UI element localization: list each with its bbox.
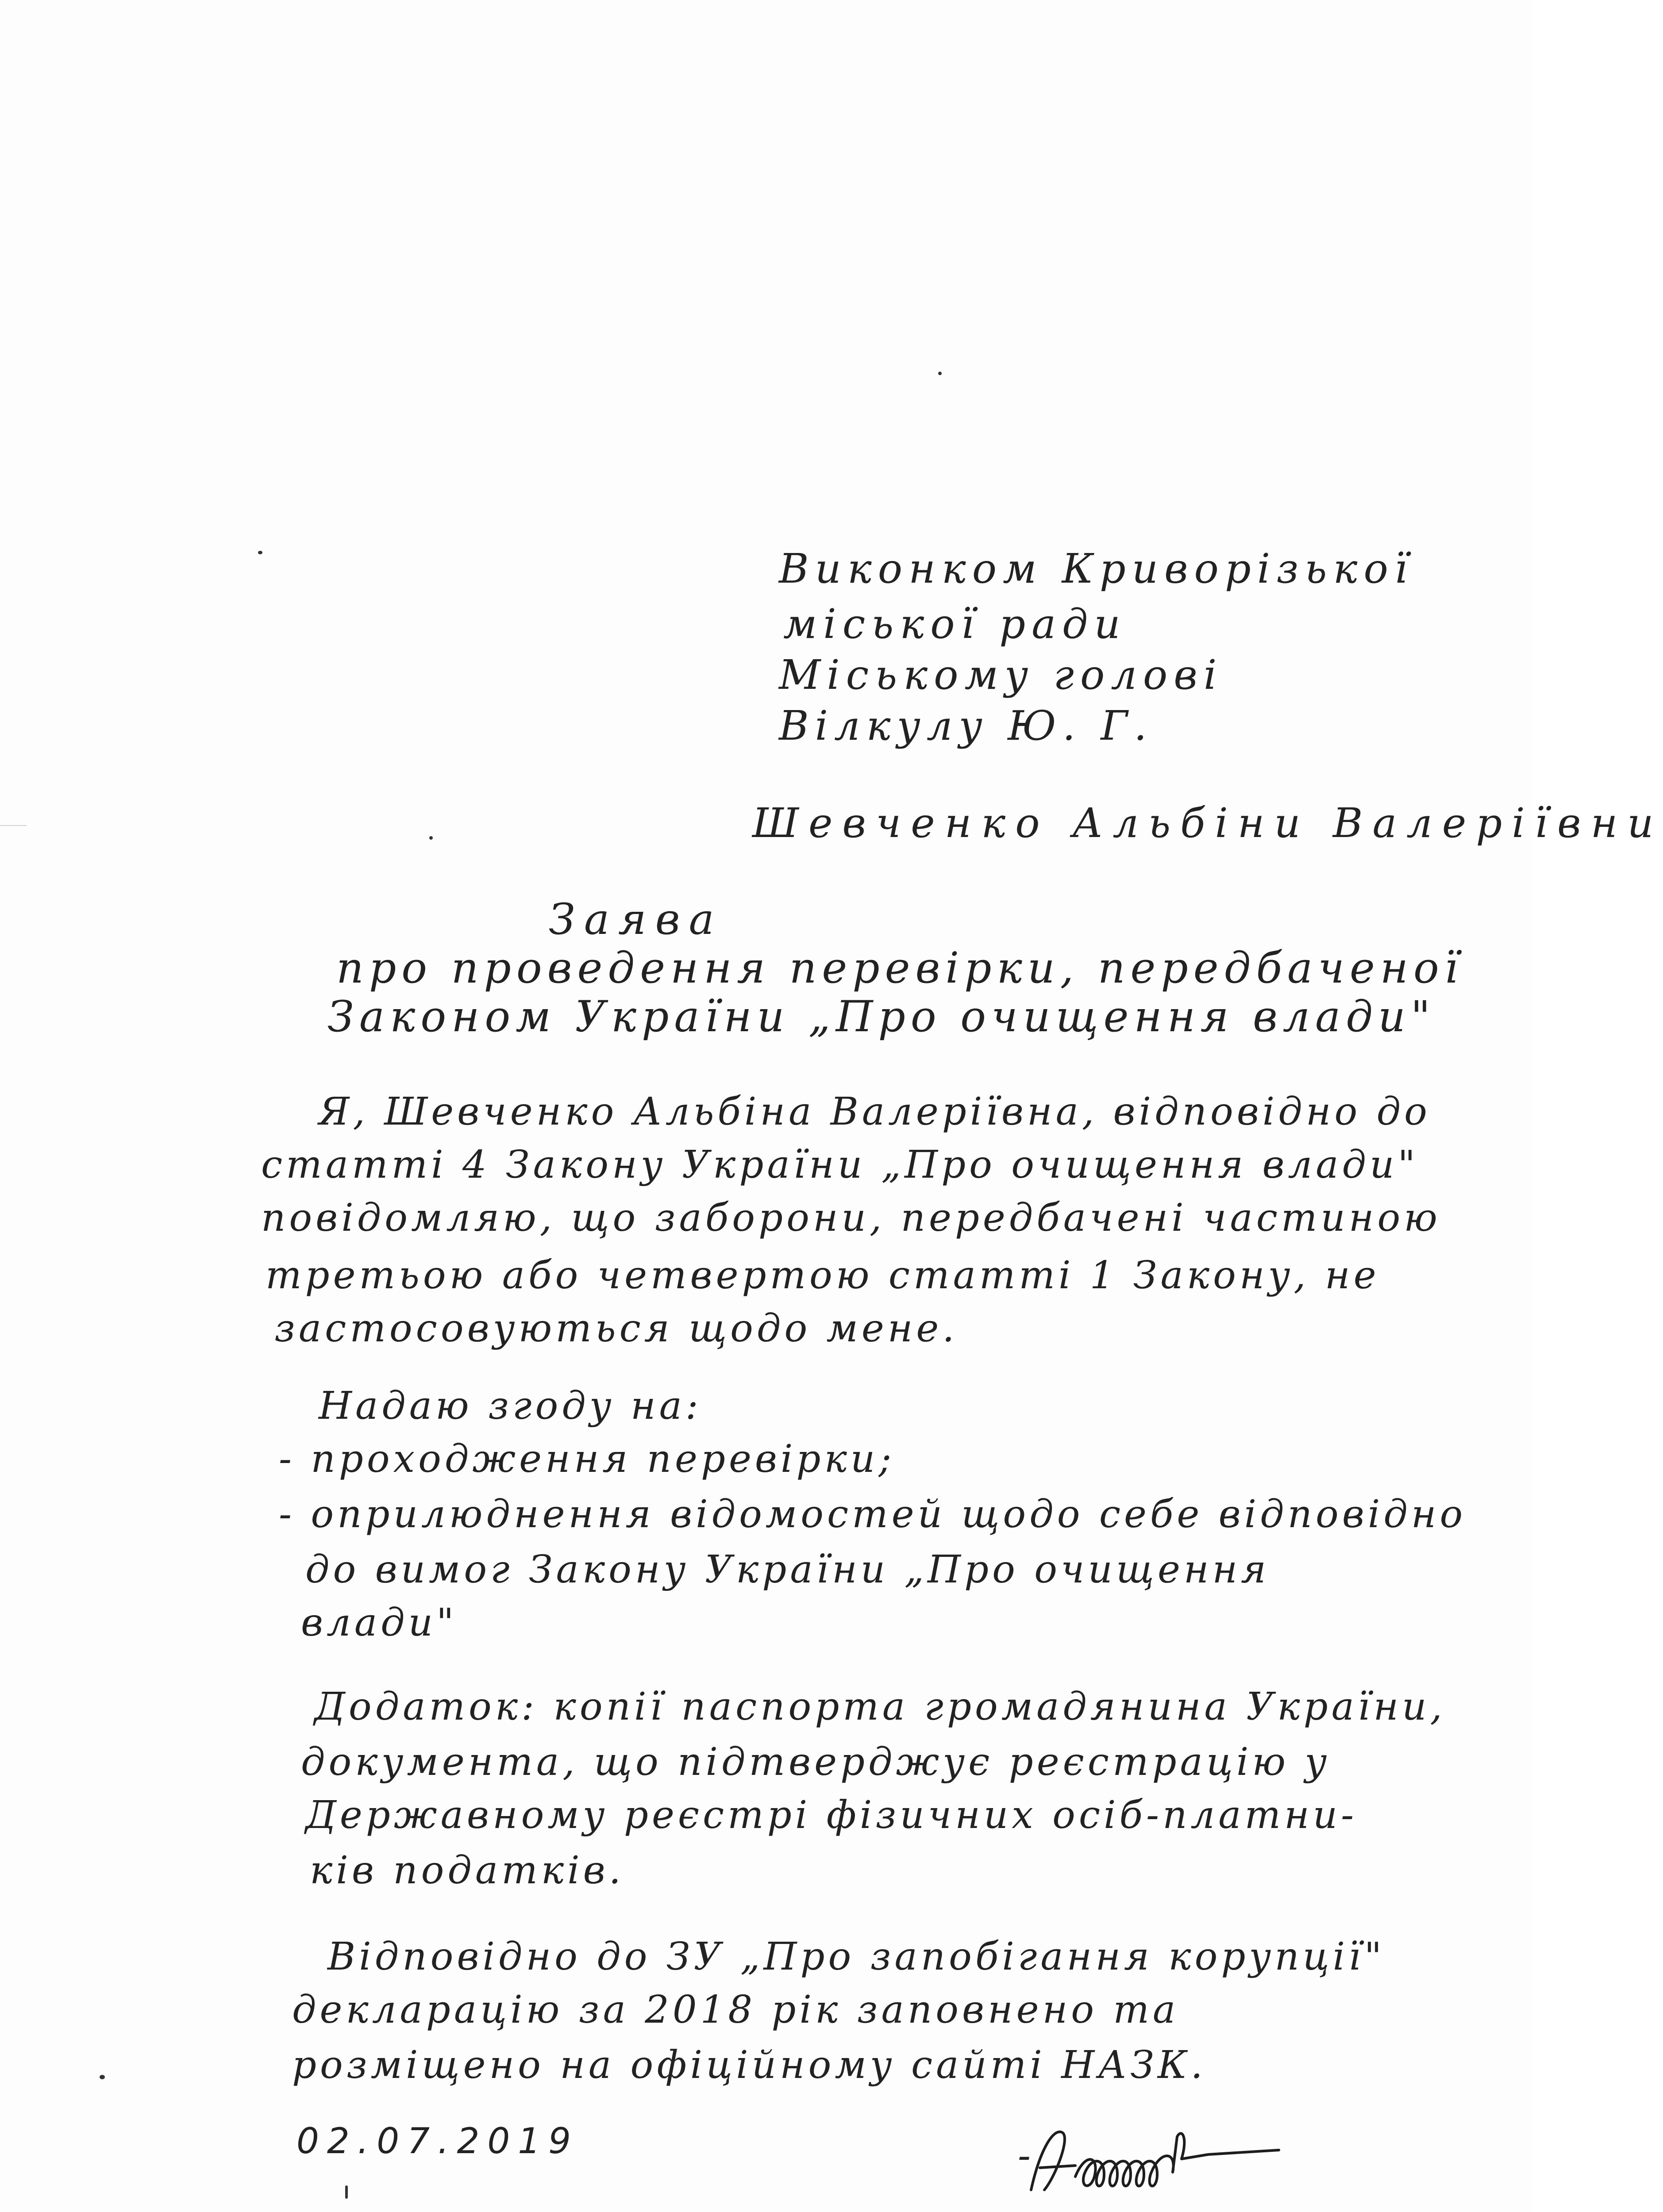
attachment-line-1: Додаток: копії паспорта громадянина України, [314,1685,1446,1729]
declaration-line-1: Відповідно до ЗУ „Про запобігання корупції" [327,1935,1386,1979]
paragraph-1-line-2: статті 4 Закону України „Про очищення влади" [261,1143,1419,1187]
scan-speck [100,2075,105,2079]
sender-name: Шевченко Альбіни Валеріївни [752,799,1663,847]
document-date: 02.07.2019 [296,2120,579,2162]
document-subtitle-line-2: Законом України „Про очищення влади" [327,992,1436,1041]
scan-line [0,825,27,826]
attachment-line-3: Державному реєстрі фізичних осіб-платни- [305,1793,1358,1837]
document-title: Заява [549,895,723,944]
paragraph-1-line-5: застосовуються щодо мене. [274,1306,958,1351]
attachment-line-2: документа, що підтверджує реєстрацію у [301,1740,1331,1784]
attachment-line-4: ків податків. [310,1848,624,1893]
consent-line-4: до вимог Закону України „Про очищення [305,1548,1270,1592]
signature-dash: - [1018,2134,1035,2178]
addressee-line-2: міської ради [783,600,1127,648]
consent-line-2: - проходження перевірки; [279,1437,895,1481]
scan-speck [429,836,433,840]
consent-line-1: Надаю згоду на: [319,1384,702,1428]
consent-line-5: влади" [301,1601,458,1645]
paragraph-1-line-4: третьою або четвертою статті 1 Закону, не [266,1253,1380,1298]
scan-speck [938,372,942,375]
paragraph-1-line-3: повідомляю, що заборони, передбачені частиною [261,1196,1441,1240]
handwritten-signature [1013,2124,1332,2199]
declaration-line-2: декларацію за 2018 рік заповнено та [292,1988,1179,2032]
consent-line-3: - оприлюднення відомостей щодо себе відповідно [279,1492,1467,1536]
paragraph-1-line-1: Я, Шевченко Альбіна Валеріївна, відповідно до [319,1090,1431,1134]
addressee-line-3: Міському голові [779,651,1223,699]
scan-speck [258,551,262,554]
scan-speck [345,2185,348,2199]
document-subtitle-line-1: про проведення перевірки, передбаченої [336,943,1463,993]
declaration-line-3: розміщено на офіційному сайті НАЗК. [292,2043,1206,2087]
addressee-line-1: Виконком Криворізької [779,545,1414,592]
addressee-line-4: Вілкулу Ю. Г. [779,702,1153,749]
